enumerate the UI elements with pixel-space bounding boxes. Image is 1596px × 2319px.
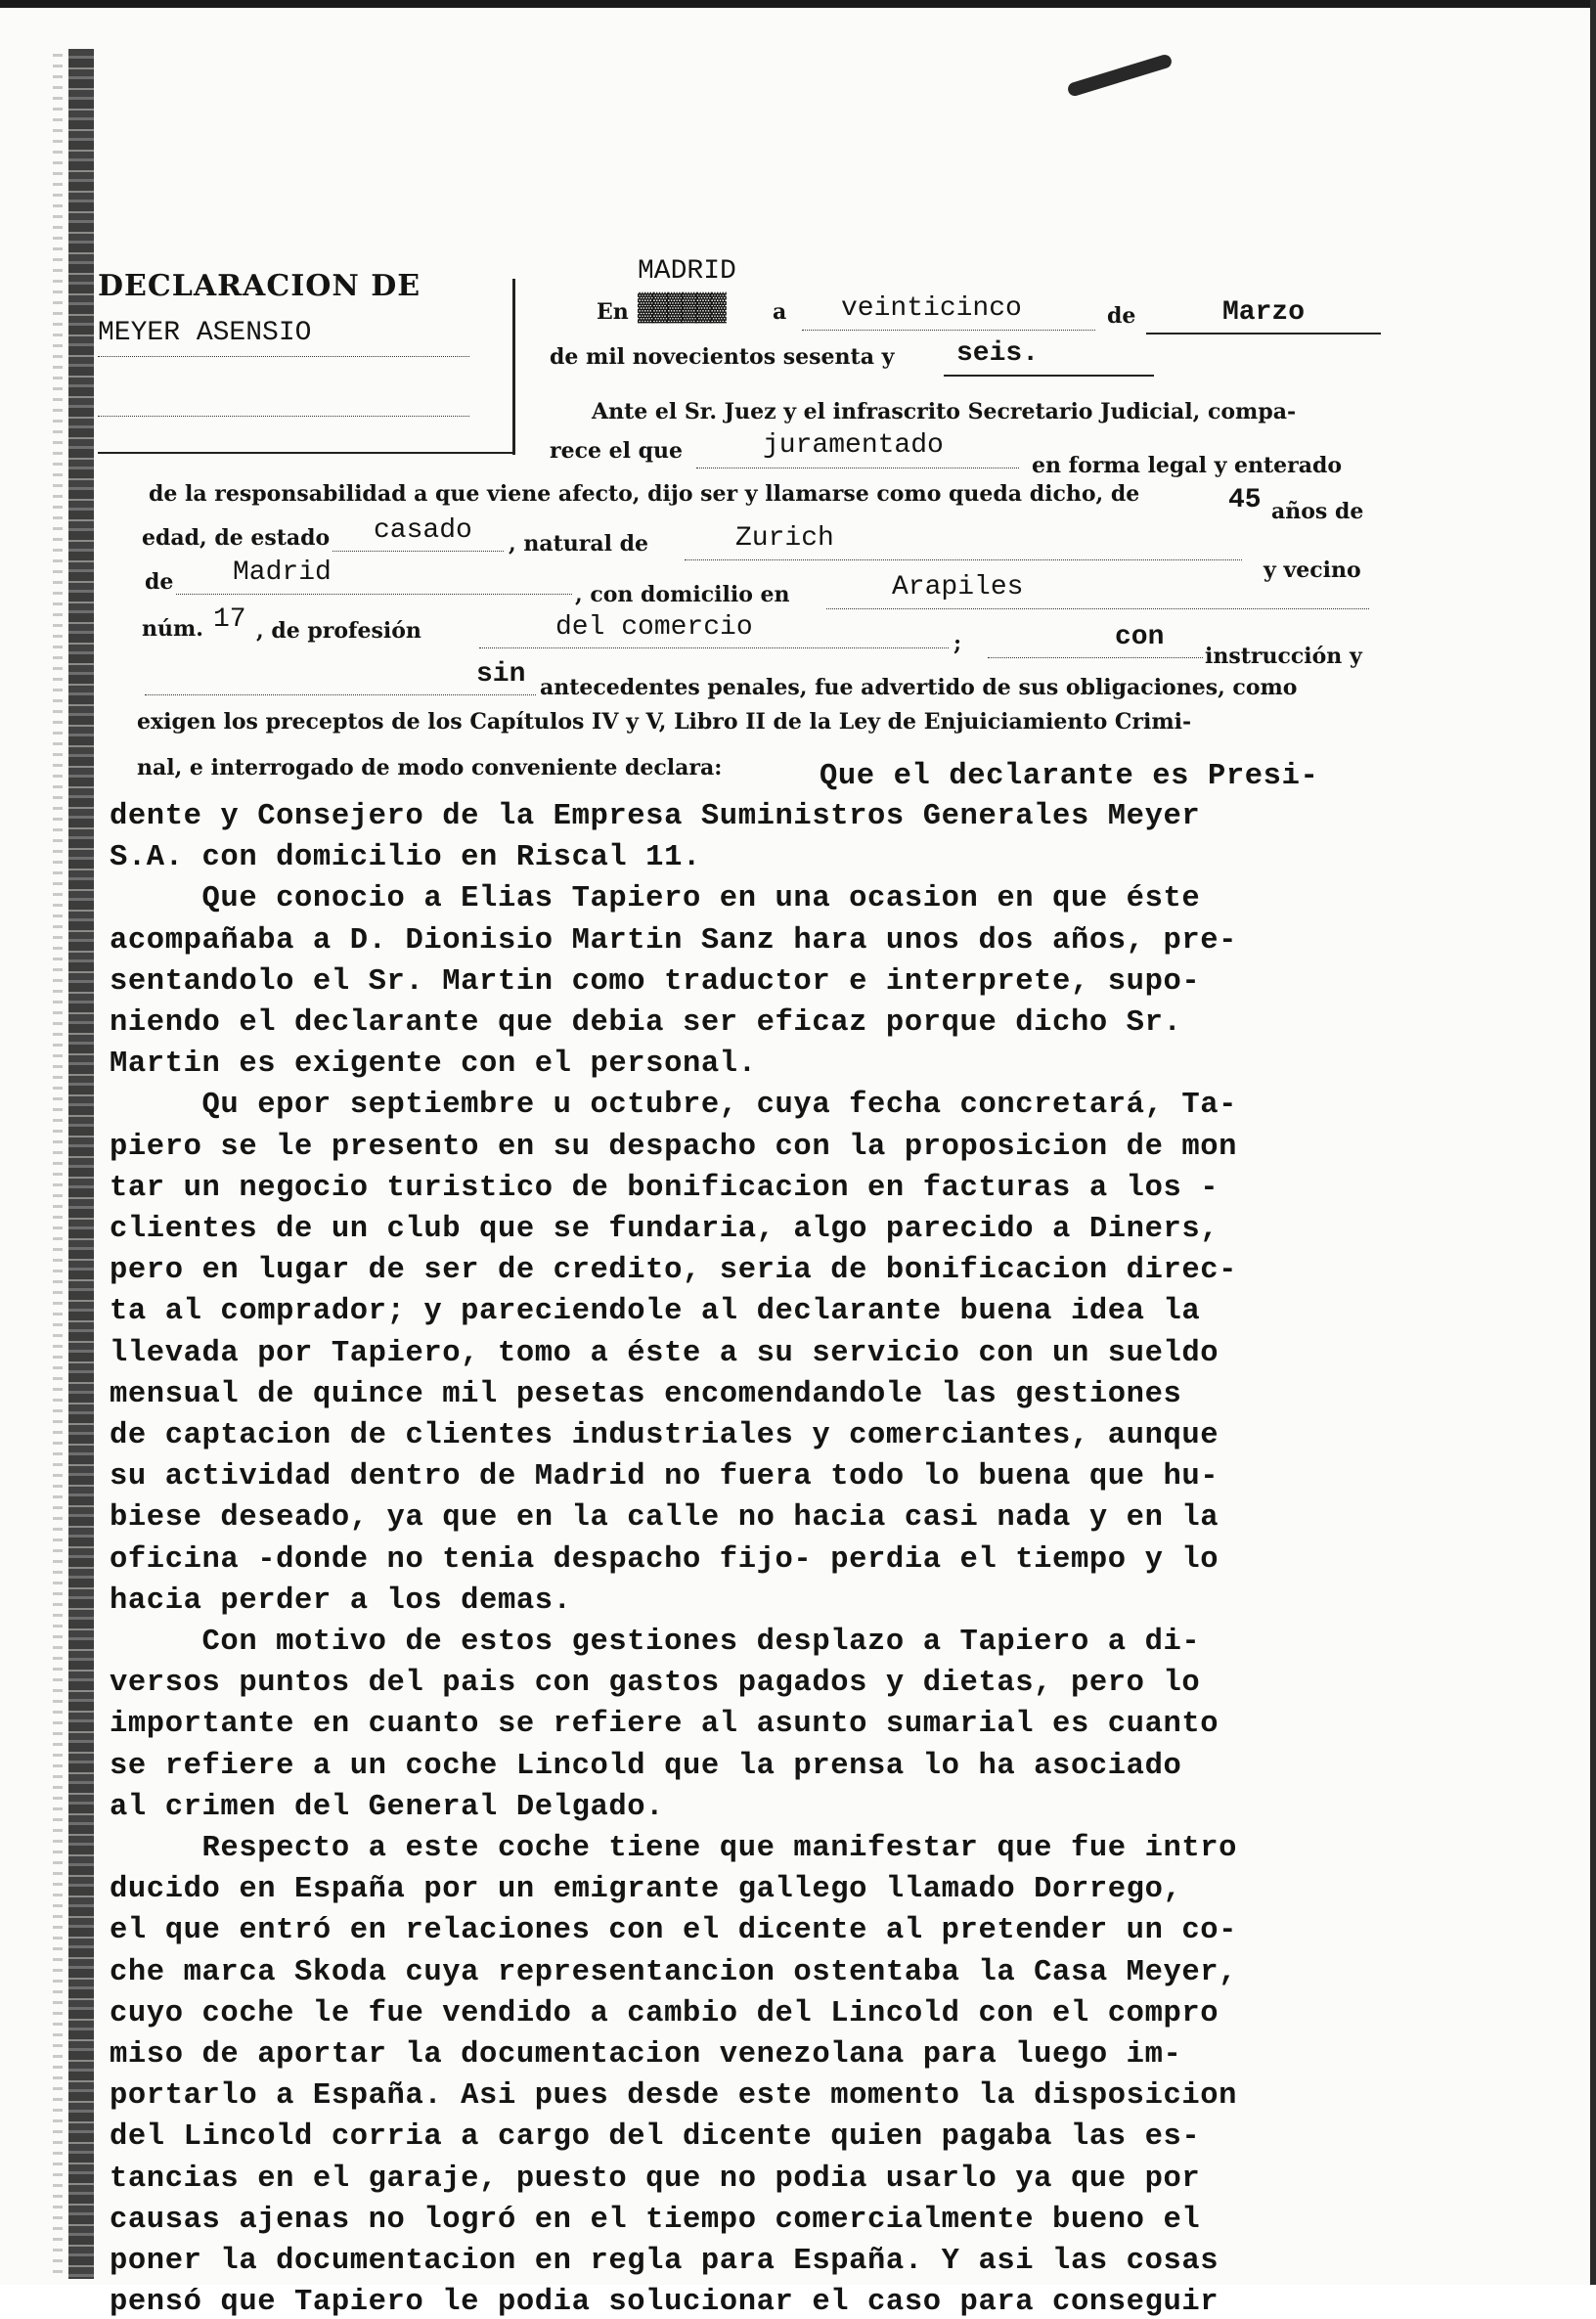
body-first-line: Que el declarante es Presi- <box>820 760 1319 793</box>
rece-text: rece el que <box>550 438 684 464</box>
de-text: de <box>145 569 174 595</box>
en-label: En <box>597 299 629 325</box>
edad-text: edad, de estado <box>142 525 331 551</box>
body-line: poner la documentacion en regla para España. Y asi las cosas <box>110 2245 1219 2278</box>
vecino-value: Madrid <box>233 557 332 588</box>
body-line: causas ajenas no logró en el tiempo comercialmente bueno el <box>110 2203 1201 2237</box>
estado-value: casado <box>374 515 472 546</box>
rece-value: juramentado <box>763 430 944 461</box>
body-line: el que entró en relaciones con el dicente al pretender un co- <box>110 1914 1238 1948</box>
num-value: 17 <box>213 604 246 635</box>
de-label: de <box>1107 303 1136 329</box>
body-line: clientes de un club que se fundaria, algo parecido a Diners, <box>110 1213 1219 1246</box>
body-line: pensó que Tapiero le podia solucionar el caso para conseguir <box>110 2286 1219 2319</box>
year-label: de mil novecientos sesenta y <box>550 344 895 370</box>
responsabilidad-text: de la responsabilidad a que viene afecto, dijo ser y llamarse como queda dicho, de <box>149 481 1140 507</box>
month-rule <box>1146 333 1381 334</box>
body-line: mensual de quince mil pesetas encomendandole las gestiones <box>110 1377 1182 1411</box>
body-line: llevada por Tapiero, tomo a éste a su servicio con un sueldo <box>110 1336 1219 1370</box>
scan-top-edge <box>0 0 1596 8</box>
domicilio-text: , con domicilio en <box>575 582 790 607</box>
vecino-text: y vecino <box>1264 557 1361 583</box>
antecedentes-rule <box>145 694 536 695</box>
body-line: versos puntos del pais con gastos pagados y dietas, pero lo <box>110 1667 1201 1701</box>
profesion-text: , de profesión <box>256 618 421 644</box>
body-line: hacia perder a los demas. <box>110 1583 572 1618</box>
body-line: ta al comprador; y pareciendole al declarante buena idea la <box>110 1295 1201 1329</box>
natural-value: Zurich <box>735 523 834 554</box>
body-line: su actividad dentro de Madrid no fuera todo lo buena que hu- <box>110 1460 1219 1494</box>
declarant-name: MEYER ASENSIO <box>98 318 312 348</box>
year-rule <box>944 375 1154 377</box>
binding-edge <box>68 49 94 2279</box>
day-rule <box>802 330 1095 331</box>
body-line: importante en cuanto se refiere al asunto sumarial es cuanto <box>110 1708 1219 1742</box>
body-line: piero se le presento en su despacho con la proposicion de mon <box>110 1130 1238 1164</box>
ante-text: Ante el Sr. Juez y el infrascrito Secretario Judicial, compa- <box>592 399 1297 424</box>
ink-mark <box>1066 53 1173 98</box>
body-line: tancias en el garaje, puesto que no podia usarlo ya que por <box>110 2162 1201 2196</box>
body-line: oficina -donde no tenia despacho fijo- perdia el tiempo y lo <box>110 1542 1219 1577</box>
instruccion-rule <box>988 657 1203 658</box>
anos-text: años de <box>1271 499 1364 524</box>
body-line: ducido en España por un emigrante gallego llamado Dorrego, <box>110 1873 1182 1907</box>
antecedentes-value: sin <box>476 659 526 690</box>
box-bottom <box>98 452 513 454</box>
forma-text: en forma legal y enterado <box>1032 453 1343 478</box>
instruccion-value: con <box>1115 622 1165 652</box>
struck-place: ▓▓▓▓▓▓ <box>638 293 725 324</box>
body-line: biese deseado, ya que en la calle no hacia casi nada y en la <box>110 1501 1219 1536</box>
document-title: DECLARACION DE <box>98 269 421 303</box>
body-line: se refiere a un coche Lincold que la prensa lo ha asociado <box>110 1749 1182 1783</box>
semicolon: ; <box>953 631 962 656</box>
profesion-rule <box>479 647 949 648</box>
domicilio-rule <box>826 608 1369 609</box>
estado-rule <box>332 551 504 552</box>
box-right-border <box>512 279 515 455</box>
body-line: tar un negocio turistico de bonificacion en facturas a los - <box>110 1171 1219 1205</box>
body-line: pero en lugar de ser de credito, seria de bonificacion direc- <box>110 1254 1238 1288</box>
body-line: al crimen del General Delgado. <box>110 1790 665 1824</box>
body-line: del Lincold corria a cargo del dicente quien pagaba las es- <box>110 2120 1201 2155</box>
body-line: sentandolo el Sr. Martin como traductor e interprete, supo- <box>110 964 1201 999</box>
title-rule <box>98 356 469 357</box>
body-line: Con motivo de estos gestiones desplazo a Tapiero a di- <box>110 1626 1201 1659</box>
natural-text: , natural de <box>509 531 648 557</box>
body-line: dente y Consejero de la Empresa Suministros Generales Meyer <box>110 800 1201 833</box>
vecino-rule <box>176 594 572 595</box>
body-line: portarlo a España. Asi pues desde este momento la disposicion <box>110 2079 1238 2114</box>
place-name: MADRID <box>638 256 736 287</box>
year-value: seis. <box>956 338 1040 369</box>
exigen-text: exigen los preceptos de los Capítulos IV y V, Libro II de la Ley de Enjuiciamiento Crimi- <box>137 709 1192 735</box>
body-line: cuyo coche le fue vendido a cambio del Lincold con el compro <box>110 1996 1219 2030</box>
age-value: 45 <box>1228 485 1262 515</box>
day-value: veinticinco <box>841 293 1022 324</box>
num-text: núm. <box>142 616 203 642</box>
body-line: che marca Skoda cuya representancion ostentaba la Casa Meyer, <box>110 1955 1238 1989</box>
body-line: Respecto a este coche tiene que manifestar que fue intro <box>110 1832 1238 1865</box>
nal-text: nal, e interrogado de modo conveniente declara: <box>137 755 723 780</box>
scan-right-edge <box>1590 0 1596 2285</box>
instruccion-text: instrucción y <box>1205 644 1362 669</box>
body-line: niendo el declarante que debia ser eficaz porque dicho Sr. <box>110 1006 1182 1040</box>
domicilio-value: Arapiles <box>892 572 1024 602</box>
body-line: miso de aportar la documentacion venezolana para luego im- <box>110 2038 1182 2072</box>
antecedentes-text: antecedentes penales, fue advertido de sus obligaciones, como <box>540 675 1298 700</box>
month-value: Marzo <box>1222 297 1306 328</box>
body-line: S.A. con domicilio en Riscal 11. <box>110 841 701 875</box>
body-line: Que conocio a Elias Tapiero en una ocasion en que éste <box>110 882 1201 916</box>
body-line: Martin es exigente con el personal. <box>110 1048 757 1082</box>
natural-rule <box>685 559 1242 560</box>
title-rule <box>98 416 469 417</box>
body-line: acompañaba a D. Dionisio Martin Sanz hara unos dos años, pre- <box>110 923 1238 958</box>
a-label: a <box>773 299 787 325</box>
binding-shadow <box>53 54 63 2274</box>
body-line: de captacion de clientes industriales y comerciantes, aunque <box>110 1419 1219 1452</box>
body-line: Qu epor septiembre u octubre, cuya fecha concretará, Ta- <box>110 1089 1238 1123</box>
profesion-value: del comercio <box>555 612 753 643</box>
